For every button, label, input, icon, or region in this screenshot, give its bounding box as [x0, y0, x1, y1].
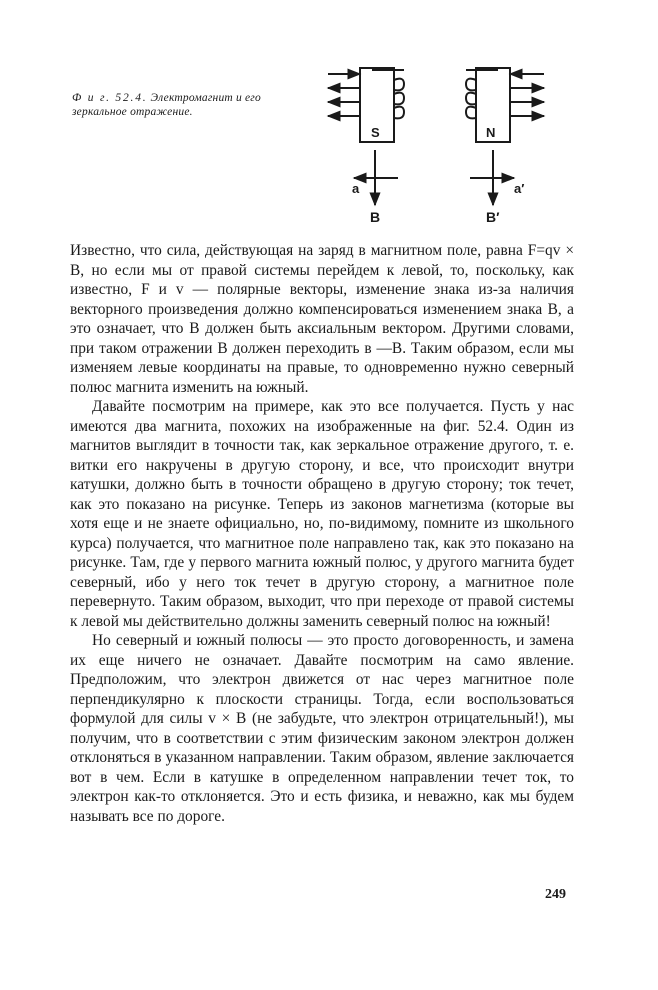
body-text [70, 241, 574, 826]
right-field-label: B′ [486, 209, 500, 225]
right-coil [466, 79, 476, 119]
paragraph-1: Известно, что сила, действующая на заряд в магнитном поле, равна F=qv × B, но если мы от правой системы перейдем к левой, то, поскольку, как известно, F и v — полярные векторы, изменение знака из-за наличия векторного произведения должно компенсироваться изменением знака B, а это означает, что B должен быть аксиальным вектором. Другими словами, при таком отражении B должен переходить в —B. Таким образом, если мы изменяем левые координаты на правые, то одновременно нужно северный полюс магнита изменить на южный. [70, 242, 574, 396]
left-field-label: B [370, 209, 381, 225]
paragraph-2: Давайте посмотрим на примере, как это все получается. Пусть у нас имеются два магнита, похожих на изображенные на фиг. 52.4. Один из магнитов выглядит в точности так, как зеркальное отражение другого, т. е. витки его накручены в другую сторону, и все, что происходит внутри катушки, должно быть в точности обращено в другую сторону; ток течет, как это показано на рисунке. Теперь из законов магнетизма (которые вы хотя еще и не знаете официально, но, по-видимому, помните из школьного курса) получается, что магнитное поле направлено так, как это показано на рисунке. Там, где у первого магнита южный полюс, у другого магнита будет северный, ибо у него ток течет в другую сторону, а магнитное поле перевернуто. Таким образом, выходит, что при переходе от правой системы к левой мы действительно должны заменить северный полюс на южный! [70, 398, 574, 630]
right-pole-label: N [486, 125, 496, 140]
electromagnet-figure [318, 60, 578, 235]
left-pole-label: S [371, 125, 380, 140]
figure-caption-label: Ф и г. 52.4. [72, 92, 148, 104]
page-number: 249 [545, 887, 566, 902]
paragraph-3: Но северный и южный полюсы — это просто договоренность, и замена их еще ничего не означает. Давайте посмотрим на само явление. Предположим, что электрон движется от нас через магнитное поле перпендикулярно к плоскости страницы. Тогда, если воспользоваться формулой для силы v × B (не забудьте, что электрон отрицательный!), мы получим, что в соответствии с этим физическим законом электрон должен отклоняться в указанном направлении. Таким образом, явление заключается вот в чем. Если в катушке в определенном направлении течет ток, то электрон как-то отклоняется. Это и есть физика, и неважно, как мы будем называть все по дороге. [70, 632, 574, 825]
electromagnet-diagram [318, 60, 578, 235]
right-arrow-label: a′ [514, 181, 525, 196]
left-coil [394, 79, 404, 119]
figure-caption-text: Электромагнит и его зеркальное отражение. [72, 92, 261, 118]
left-arrow-label: a [352, 181, 360, 196]
figure-caption [72, 91, 317, 119]
